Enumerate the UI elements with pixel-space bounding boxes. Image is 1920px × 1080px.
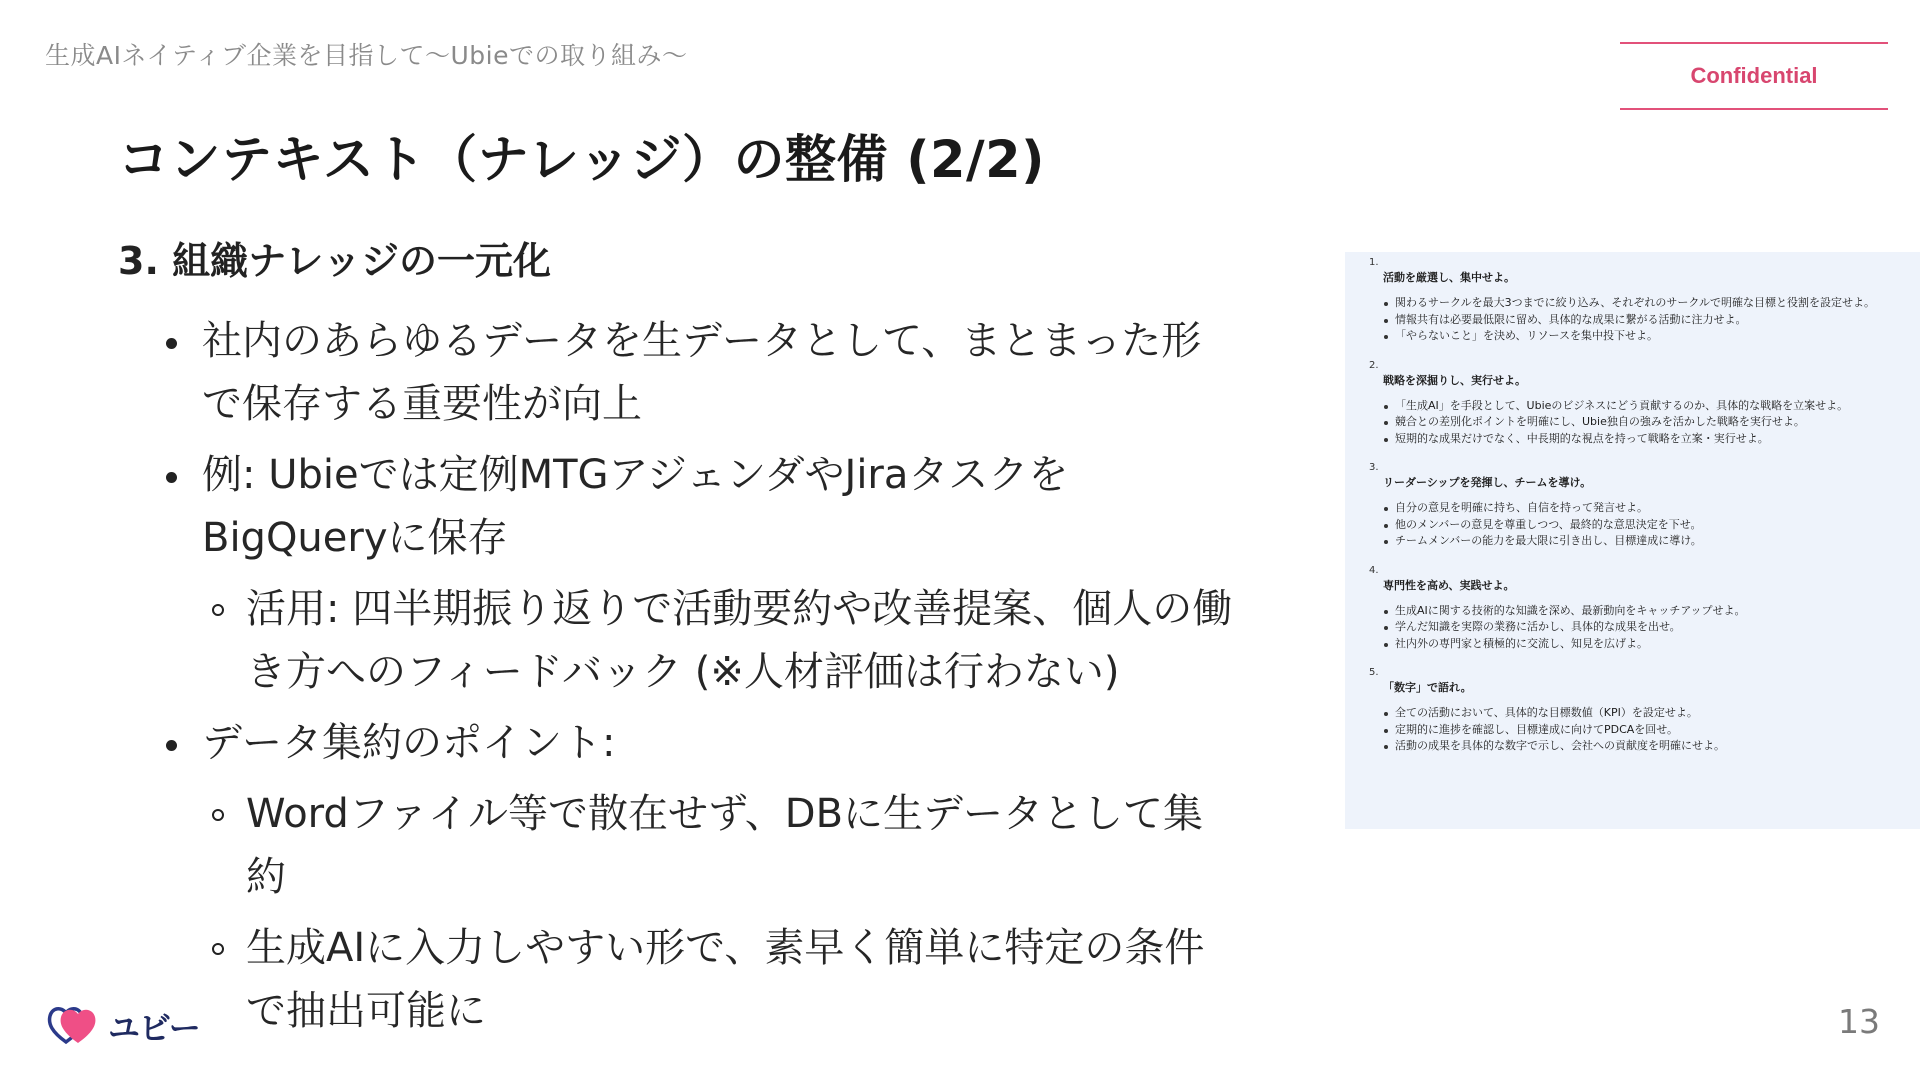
embedded-item: 自分の意見を明確に持ち、自信を持って発言せよ。 [1383,500,1910,517]
embedded-item: 社内外の専門家と積極的に交流し、知見を広げよ。 [1383,636,1910,653]
sub-bullet-item: Wordファイル等で散在せず、DBに生データとして集約 [160,783,1240,909]
embedded-item: 定期的に進捗を確認し、目標達成に向けてPDCAを回せ。 [1383,722,1910,739]
embedded-group-heading: 専門性を高め、実践せよ。 [1383,578,1515,592]
page-number: 13 [1838,1002,1880,1041]
bullet-list [160,310,1240,1080]
bullet-item: 例: Ubieでは定例MTGアジェンダやJiraタスクをBigQueryに保存 [160,444,1240,570]
embedded-item: 短期的な成果だけでなく、中長期的な視点を持って戦略を立案・実行せよ。 [1383,431,1910,448]
embedded-group-number: 2. [1369,359,1379,371]
embedded-group-heading: 「数字」で語れ。 [1383,681,1472,694]
embedded-item: チームメンバーの能力を最大限に引き出し、目標達成に導け。 [1383,533,1910,550]
slide-title: コンテキスト（ナレッジ）の整備 (2/2) [118,131,1045,190]
embedded-group [1371,359,1910,448]
embedded-group-number: 3. [1369,462,1379,473]
heart-logo-icon [46,1002,100,1050]
embedded-item: 関わるサークルを最大3つまでに絞り込み、それぞれのサークルで明確な目標と役割を設定せよ。 [1383,295,1910,312]
embedded-item: 「生成AI」を手段として、Ubieのビジネスにどう貢献するのか、具体的な戦略を立案せよ。 [1383,398,1910,415]
sub-bullet-item: 生成AIに入力しやすい形で、素早く簡単に特定の条件で抽出可能に [160,917,1240,1043]
bullet-item: 社内のあらゆるデータを生データとして、まとまった形で保存する重要性が向上 [160,310,1240,436]
embedded-item: 競合との差別化ポイントを明確にし、Ubie独自の強みを活かした戦略を実行せよ。 [1383,414,1910,431]
embedded-group-heading: 戦略を深掘りし、実行せよ。 [1383,373,1526,387]
embedded-item: 「やらないこと」を決め、リソースを集中投下せよ。 [1383,328,1910,345]
logo-text: ユビー [108,1009,200,1047]
presentation-subtitle: 生成AIネイティブ企業を目指して〜Ubieでの取り組み〜 [45,41,688,70]
embedded-group [1371,256,1910,345]
ubie-logo [46,1002,200,1050]
section-heading: 3. 組織ナレッジの一元化 [118,239,551,283]
embedded-item: 情報共有は必要最低限に留め、具体的な成果に繋がる活動に注力せよ。 [1383,312,1910,329]
embedded-item: 他のメンバーの意見を尊重しつつ、最終的な意思決定を下せ。 [1383,517,1910,534]
bullet-item: データ集約のポイント: [160,712,1240,775]
embedded-item: 学んだ知識を実際の業務に活かし、具体的な成果を出せ。 [1383,619,1910,636]
embedded-group [1371,564,1910,653]
embedded-group-number: 1. [1369,257,1379,268]
embedded-group [1371,461,1910,550]
embedded-document-screenshot [1345,252,1920,829]
sub-bullet-item: 活用: 四半期振り返りで活動要約や改善提案、個人の働き方へのフィードバック (※人材評価は行わない) [160,578,1240,704]
embedded-item: 全ての活動において、具体的な目標数値（KPI）を設定せよ。 [1383,705,1910,722]
embedded-group-number: 5. [1369,667,1379,678]
embedded-item: 活動の成果を具体的な数字で示し、会社への貢献度を明確にせよ。 [1383,738,1910,755]
embedded-item: 生成AIに関する技術的な知識を深め、最新動向をキャッチアップせよ。 [1383,603,1910,620]
embedded-group-number: 4. [1369,564,1379,576]
embedded-group-heading: リーダーシップを発揮し、チームを導け。 [1383,476,1592,489]
embedded-group-heading: 活動を厳選し、集中せよ。 [1383,271,1515,284]
confidential-label: Confidential [1620,42,1888,110]
embedded-group [1371,666,1910,755]
